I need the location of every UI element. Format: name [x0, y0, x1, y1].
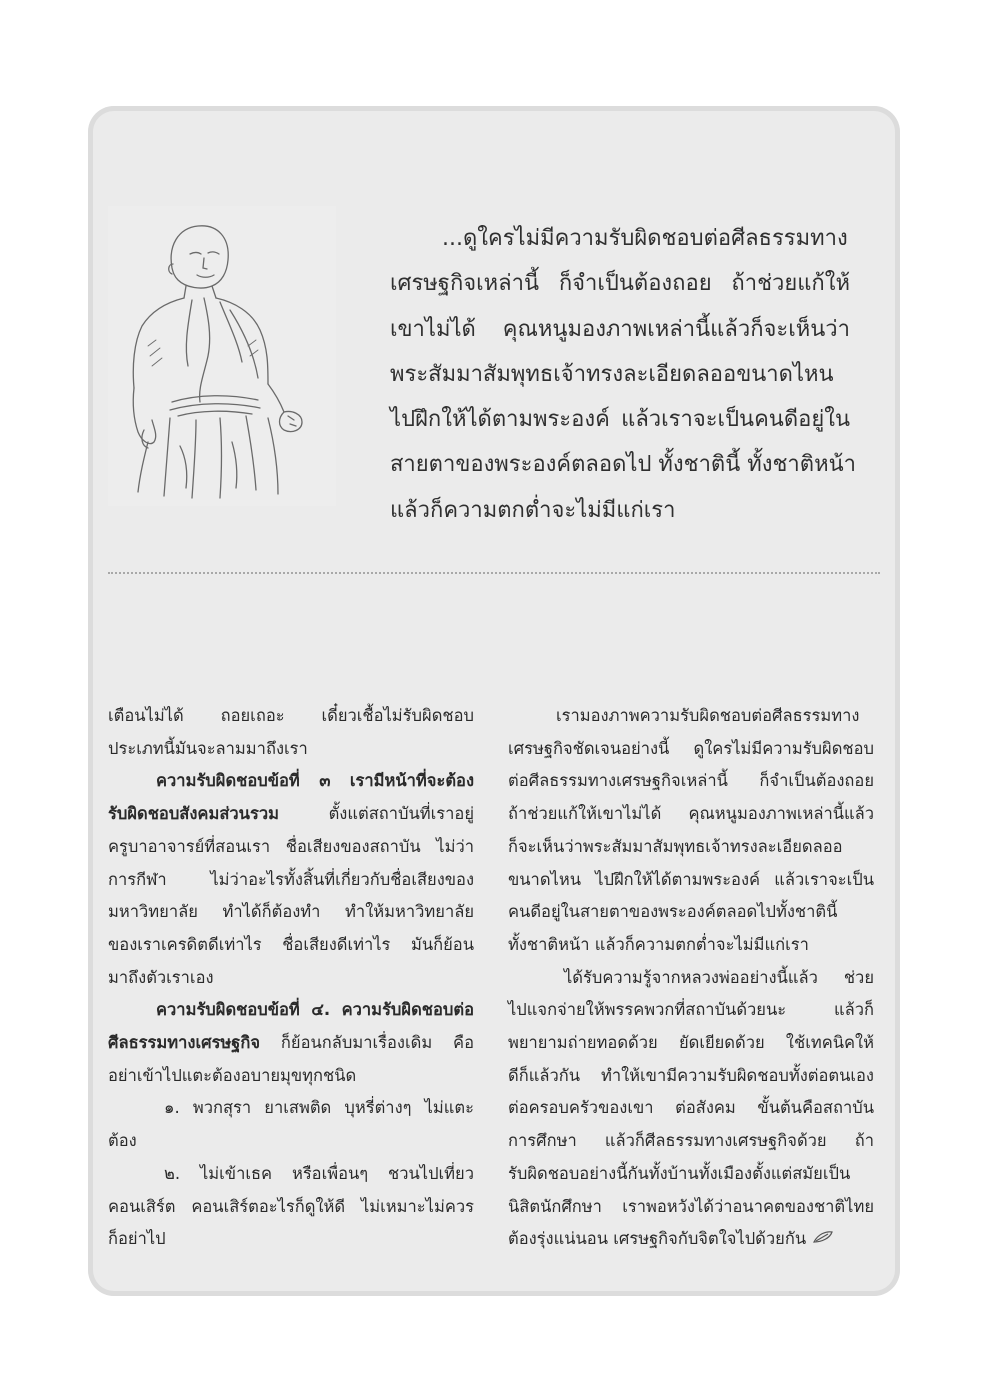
body-line: เรามองภาพความรับผิดชอบต่อศีลธรรมทาง — [556, 706, 860, 725]
monk-sketch-illustration — [108, 206, 336, 506]
quote-line: พระสัมมาสัมพุทธเจ้าทรงละเอียดลออขนาดไหน — [390, 361, 834, 387]
quote-line: แล้วก็ความตกต่ำจะไม่มีแก่เรา — [390, 497, 676, 523]
quote-line: เขาไม่ได้ คุณหนูมองภาพเหล่านี้แล้วก็จะเห็นว่า — [390, 316, 850, 342]
section-heading-4-cont: ศีลธรรมทางเศรษฐกิจ — [108, 1033, 261, 1053]
section-heading-4: ความรับผิดชอบข้อที่ ๔. ความรับผิดชอบต่อ — [156, 1000, 474, 1020]
body-line: การกีฬา ไม่ว่าอะไรทั้งสิ้นที่เกี่ยวกับชื่อเสียงของ — [108, 869, 474, 889]
body-line: ประเภทนี้มันจะลามมาถึงเรา — [108, 738, 308, 758]
list-item-1: ๑. พวกสุรา ยาเสพติด บุหรี่ต่างๆ ไม่แตะ — [164, 1098, 474, 1118]
body-line: มาถึงตัวเราเอง — [108, 967, 214, 987]
body-line: รับผิดชอบอย่างนี้กันทั้งบ้านทั้งเมืองตั้งแต่สมัยเป็น — [508, 1163, 851, 1183]
body-line: ขนาดไหน ไปฝึกให้ได้ตามพระองค์ แล้วเราจะเป็น — [508, 869, 874, 889]
body-line: นิสิตนักศึกษา เราพอหวังได้ว่าอนาคตของชาติไทย — [508, 1196, 874, 1216]
body-text: ต้องรุ่งแน่นอน เศรษฐกิจกับจิตใจไปด้วยกัน — [508, 1229, 807, 1249]
body-line: ได้รับความรู้จากหลวงพ่ออย่างนี้แล้ว ช่วย — [564, 967, 874, 987]
body-line: ถ้าช่วยแก้ให้เขาไม่ได้ คุณหนูมองภาพเหล่านี้แล้ว — [508, 804, 874, 824]
body-line — [508, 1223, 874, 1256]
body-line: การศึกษา แล้วก็ศีลธรรมทางเศรษฐกิจด้วย ถ้า — [508, 1131, 874, 1151]
body-line: ครูบาอาจารย์ที่สอนเรา ชื่อเสียงของสถาบัน ไม่ว่า — [108, 836, 474, 856]
body-line: ต่อศีลธรรมทางเศรษฐกิจเหล่านี้ ก็จำเป็นต้องถอย — [508, 771, 874, 791]
right-text-column — [508, 700, 874, 1256]
body-line: อย่าเข้าไปแตะต้องอบายมุขทุกชนิด — [108, 1065, 357, 1085]
body-line — [108, 765, 474, 798]
leaf-end-mark-icon — [812, 1223, 834, 1256]
quote-line: ...ดูใครไม่มีความรับผิดชอบต่อศีลธรรมทาง — [442, 226, 848, 251]
body-line — [108, 994, 474, 1027]
quote-line: ไปฝึกให้ได้ตามพระองค์ แล้วเราจะเป็นคนดีอยู่ใน — [390, 407, 850, 433]
body-line: ต้อง — [108, 1131, 137, 1151]
section-heading-3: ความรับผิดชอบข้อที่ ๓ เรามีหน้าที่จะต้อง — [156, 771, 474, 791]
left-text-column — [108, 700, 474, 1256]
body-line — [108, 1027, 474, 1060]
body-line: ไปแจกจ่ายให้พรรคพวกที่สถาบันด้วยนะ แล้วก็ — [508, 1000, 874, 1020]
quote-line: สายตาของพระองค์ตลอดไป ทั้งชาตินี้ ทั้งชาติหน้า — [390, 452, 856, 478]
body-line: เตือนไม่ได้ ถอยเถอะ เดี๋ยวเชื้อไม่รับผิดชอบ — [108, 706, 474, 725]
body-line: มหาวิทยาลัย ทำได้ก็ต้องทำ ทำให้มหาวิทยาลัย — [108, 902, 474, 922]
body-line: ต่อครอบครัวของเขา ต่อสังคม ขั้นต้นคือสถาบัน — [508, 1098, 874, 1118]
body-line: ของเราเครดิตดีเท่าไร ชื่อเสียงดีเท่าไร มันก็ย้อน — [108, 934, 474, 954]
body-line: พยายามถ่ายทอดด้วย ยัดเยียดด้วย ใช้เทคนิคให้ — [508, 1033, 874, 1053]
body-line: ก็อย่าไป — [108, 1229, 166, 1249]
dotted-divider — [108, 572, 880, 574]
monk-sketch-icon — [108, 206, 336, 506]
body-line: คนดีอยู่ในสายตาของพระองค์ตลอดไปทั้งชาตินี้ — [508, 902, 838, 922]
list-item-2: ๒. ไม่เข้าเธค หรือเพื่อนๆ ชวนไปเที่ยว — [164, 1163, 474, 1183]
body-line: ทั้งชาติหน้า แล้วก็ความตกต่ำจะไม่มีแก่เรา — [508, 934, 809, 954]
quote-block — [390, 216, 856, 533]
body-line — [108, 798, 474, 831]
quote-line: เศรษฐกิจเหล่านี้ ก็จำเป็นต้องถอย ถ้าช่วยแก้ให้ — [390, 271, 850, 297]
body-line: เศรษฐกิจชัดเจนอย่างนี้ ดูใครไม่มีความรับผิดชอบ — [508, 738, 874, 758]
body-text: ก็ย้อนกลับมาเรื่องเดิม คือ — [260, 1033, 474, 1053]
body-line: ดีก็แล้วกัน ทำให้เขามีความรับผิดชอบทั้งต่อตนเอง — [508, 1065, 874, 1085]
body-line: คอนเสิร์ต คอนเสิร์ตอะไรก็ดูให้ดี ไม่เหมาะไม่ควร — [108, 1196, 474, 1216]
body-text: ตั้งแต่สถาบันที่เราอยู่ — [278, 804, 474, 824]
body-line: ก็จะเห็นว่าพระสัมมาสัมพุทธเจ้าทรงละเอียดลออ — [508, 836, 843, 856]
section-heading-3-cont: รับผิดชอบสังคมส่วนรวม — [108, 804, 279, 824]
